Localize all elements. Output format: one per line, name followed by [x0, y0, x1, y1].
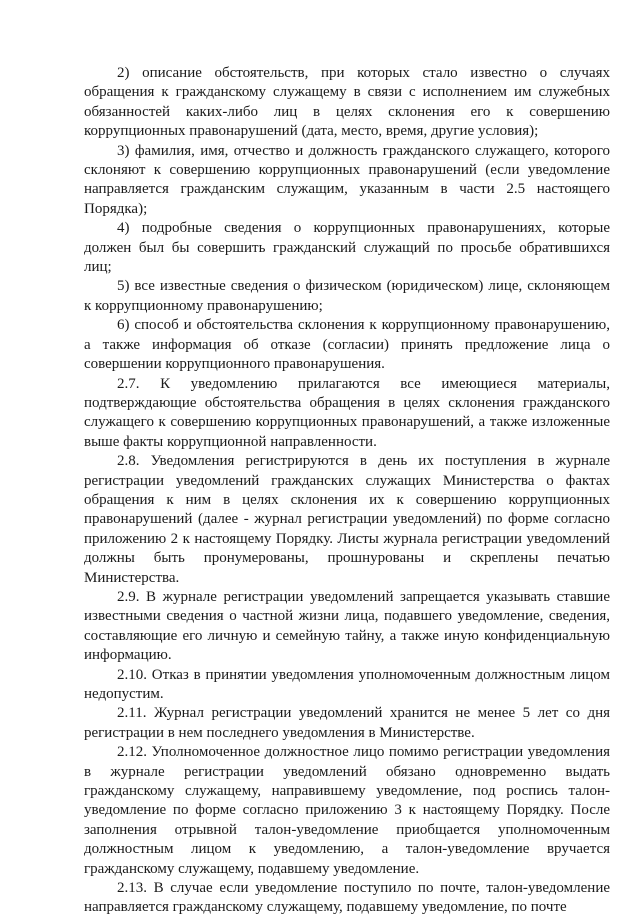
document-page [84, 64, 610, 918]
paragraph-item-6: 6) способ и обстоятельства склонения к коррупционному правонарушению, а также информация об отказе (согласии) принять предложение лица о совершении коррупционного правонарушения. [84, 317, 610, 373]
paragraph-2-7: 2.7. К уведомлению прилагаются все имеющиеся материалы, подтверждающие обстоятельства обращения в целях склонения гражданского служащего к совершению коррупционных правонарушений, а также изложенные выше факты коррупционной направленности. [84, 375, 610, 450]
paragraph-item-4: 4) подробные сведения о коррупционных правонарушениях, которые должен был бы совершить гражданский служащий по просьбе обратившихся лиц; [84, 220, 610, 276]
paragraph-2-11: 2.11. Журнал регистрации уведомлений хранится не менее 5 лет со дня регистрации в нем последнего уведомления в Министерстве. [84, 705, 610, 741]
paragraph-2-9: 2.9. В журнале регистрации уведомлений запрещается указывать ставшие известными сведения о частной жизни лица, подавшего уведомление, сведения, составляющие его личную и семейную тайну, а также иную конфиденциальную информацию. [84, 588, 610, 664]
paragraph-2-12: 2.12. Уполномоченное должностное лицо помимо регистрации уведомления в журнале регистрации уведомлений обязано одновременно выдать гражданскому служащему, направившему уведомление, под роспись талон-уведомление по форме согласно приложению 3 к настоящему Порядку. После заполнения отрывной талон-уведомление приобщается уполномоченным должностным лицом к уведомлению, а талон-уведомление вручается гражданскому служащему, подавшему уведомление. [84, 744, 610, 877]
paragraph-item-3: 3) фамилия, имя, отчество и должность гражданского служащего, которого склоняют к совершению коррупционных правонарушений (если уведомление направляется гражданским служащим, указанным в части 2.5 настоящего Порядка); [84, 142, 610, 217]
paragraph-item-5: 5) все известные сведения о физическом (юридическом) лице, склоняющем к коррупционному правонарушению; [84, 278, 610, 314]
paragraph-2-8: 2.8. Уведомления регистрируются в день их поступления в журнале регистрации уведомлений гражданских служащих Министерства о фактах обращения к ним в целях склонения их к совершению коррупционных правонарушений (далее - журнал регистрации уведомлений) по форме согласно приложению 2 к настоящему Порядку. Листы журнала регистрации уведомлений должны быть пронумерованы, прошнурованы и скреплены печатью Министерства. [84, 453, 610, 586]
paragraph-item-2: 2) описание обстоятельств, при которых стало известно о случаях обращения к гражданскому служащему в связи с исполнением им служебных обязанностей каких-либо лиц в целях склонения его к совершению коррупционных правонарушений (дата, место, время, другие условия); [84, 65, 610, 140]
paragraph-2-13: 2.13. В случае если уведомление поступило по почте, талон-уведомление направляется гражданскому служащему, подавшему уведомление, по почте [84, 880, 610, 916]
paragraph-2-10: 2.10. Отказ в принятии уведомления уполномоченным должностным лицом недопустим. [84, 666, 610, 702]
